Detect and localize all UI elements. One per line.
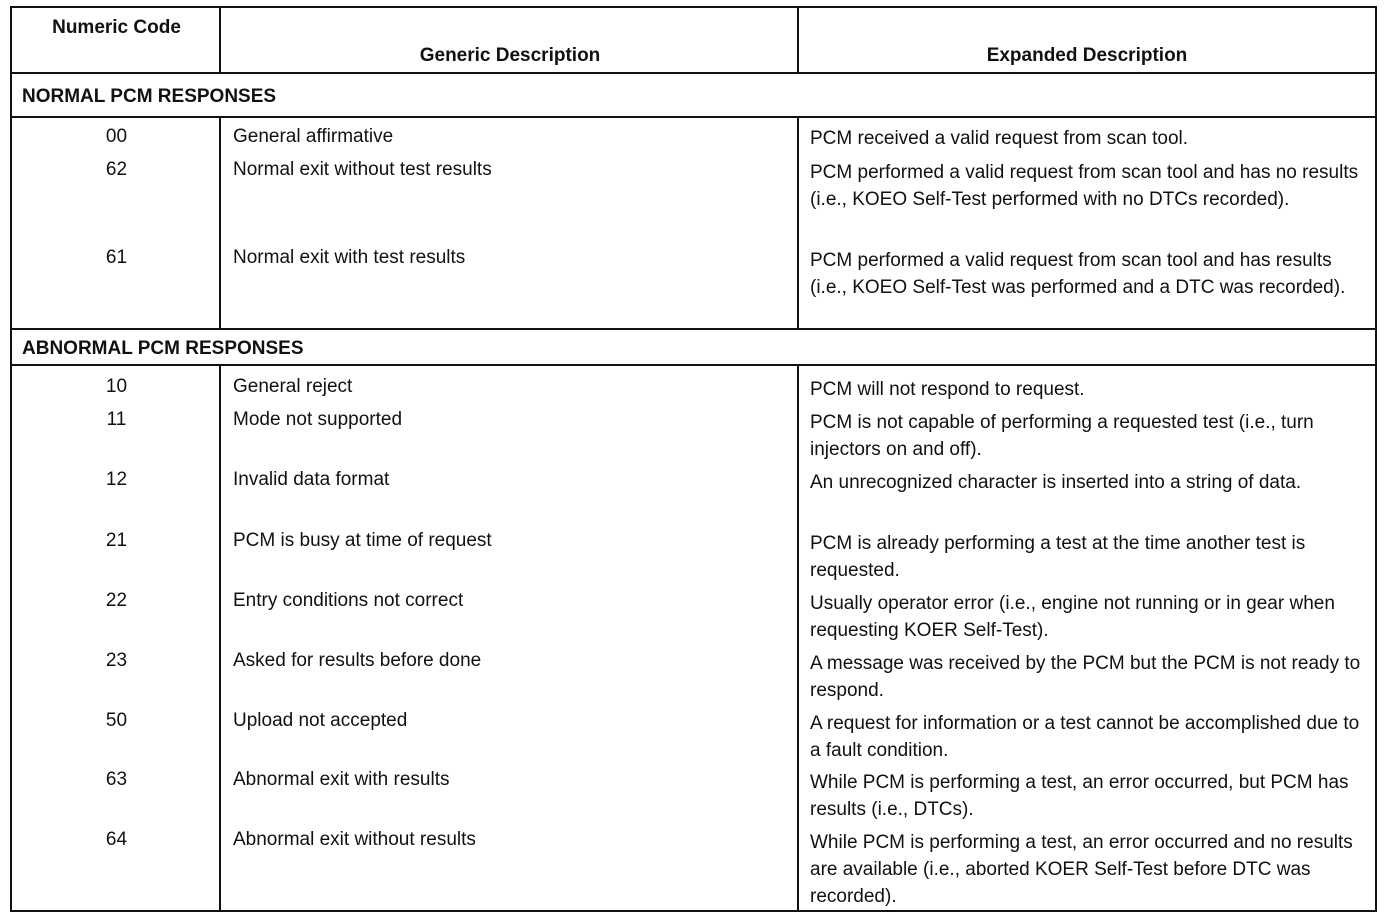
row-code: 64: [105, 829, 128, 850]
row-code: 62: [105, 159, 128, 180]
row-expanded-description: PCM is already performing a test at the time another test is requested.: [810, 533, 1306, 581]
section-title-normal: NORMAL PCM RESPONSES: [22, 86, 277, 107]
row-code: 50: [105, 710, 128, 731]
row-expanded-description: A message was received by the PCM but the PCM is not ready to respond.: [810, 653, 1361, 701]
row-expanded-description: PCM performed a valid request from scan tool and has results (i.e., KOEO Self-Test was performed and a DTC was recorded).: [810, 250, 1346, 298]
row-expanded-description: PCM will not respond to request.: [810, 379, 1085, 400]
row-generic-description: PCM is busy at time of request: [233, 530, 492, 551]
row-expanded-description: An unrecognized character is inserted into a string of data.: [810, 472, 1302, 493]
row-code: 12: [105, 469, 128, 490]
header-numeric-code: Numeric Code: [52, 17, 181, 38]
row-expanded-description: While PCM is performing a test, an error occurred and no results are available (i.e., aborted KOER Self-Test before DTC was recorded).: [810, 832, 1353, 907]
row-expanded-description: PCM is not capable of performing a requested test (i.e., turn injectors on and off).: [810, 412, 1314, 460]
row-generic-description: Normal exit without test results: [233, 159, 492, 180]
row-expanded-description: PCM received a valid request from scan tool.: [810, 128, 1189, 149]
row-code: 11: [106, 409, 127, 430]
row-generic-description: Abnormal exit with results: [233, 769, 450, 790]
section-end-divider-normal: [12, 328, 1375, 330]
row-generic-description: Normal exit with test results: [233, 247, 466, 268]
row-code: 23: [105, 650, 128, 671]
header-expanded-description: Expanded Description: [986, 45, 1188, 66]
pcm-response-code-table: [10, 6, 1377, 912]
row-code: 63: [105, 769, 128, 790]
row-generic-description: Asked for results before done: [233, 650, 482, 671]
header-divider: [12, 72, 1375, 74]
row-code: 22: [105, 590, 128, 611]
row-expanded-description: Usually operator error (i.e., engine not running or in gear when requesting KOER Self-Test).: [810, 593, 1335, 641]
row-generic-description: Entry conditions not correct: [233, 590, 464, 611]
section-title-abnormal: ABNORMAL PCM RESPONSES: [22, 338, 304, 359]
row-code: 00: [105, 126, 128, 147]
row-generic-description: Upload not accepted: [233, 710, 408, 731]
row-expanded-description: A request for information or a test cannot be accomplished due to a fault condition.: [810, 713, 1360, 761]
header-generic-description: Generic Description: [419, 45, 601, 66]
section-divider-abnormal: [12, 364, 1375, 366]
row-generic-description: Abnormal exit without results: [233, 829, 476, 850]
row-generic-description: General reject: [233, 376, 353, 397]
row-generic-description: Invalid data format: [233, 469, 390, 490]
row-expanded-description: While PCM is performing a test, an error occurred, but PCM has results (i.e., DTCs).: [810, 772, 1349, 820]
section-divider-normal: [12, 116, 1375, 118]
row-code: 21: [105, 530, 128, 551]
row-code: 61: [105, 247, 128, 268]
row-generic-description: General affirmative: [233, 126, 394, 147]
row-expanded-description: PCM performed a valid request from scan tool and has no results (i.e., KOEO Self-Test performed with no DTCs recorded).: [810, 162, 1359, 210]
row-generic-description: Mode not supported: [233, 409, 403, 430]
row-code: 10: [105, 376, 128, 397]
